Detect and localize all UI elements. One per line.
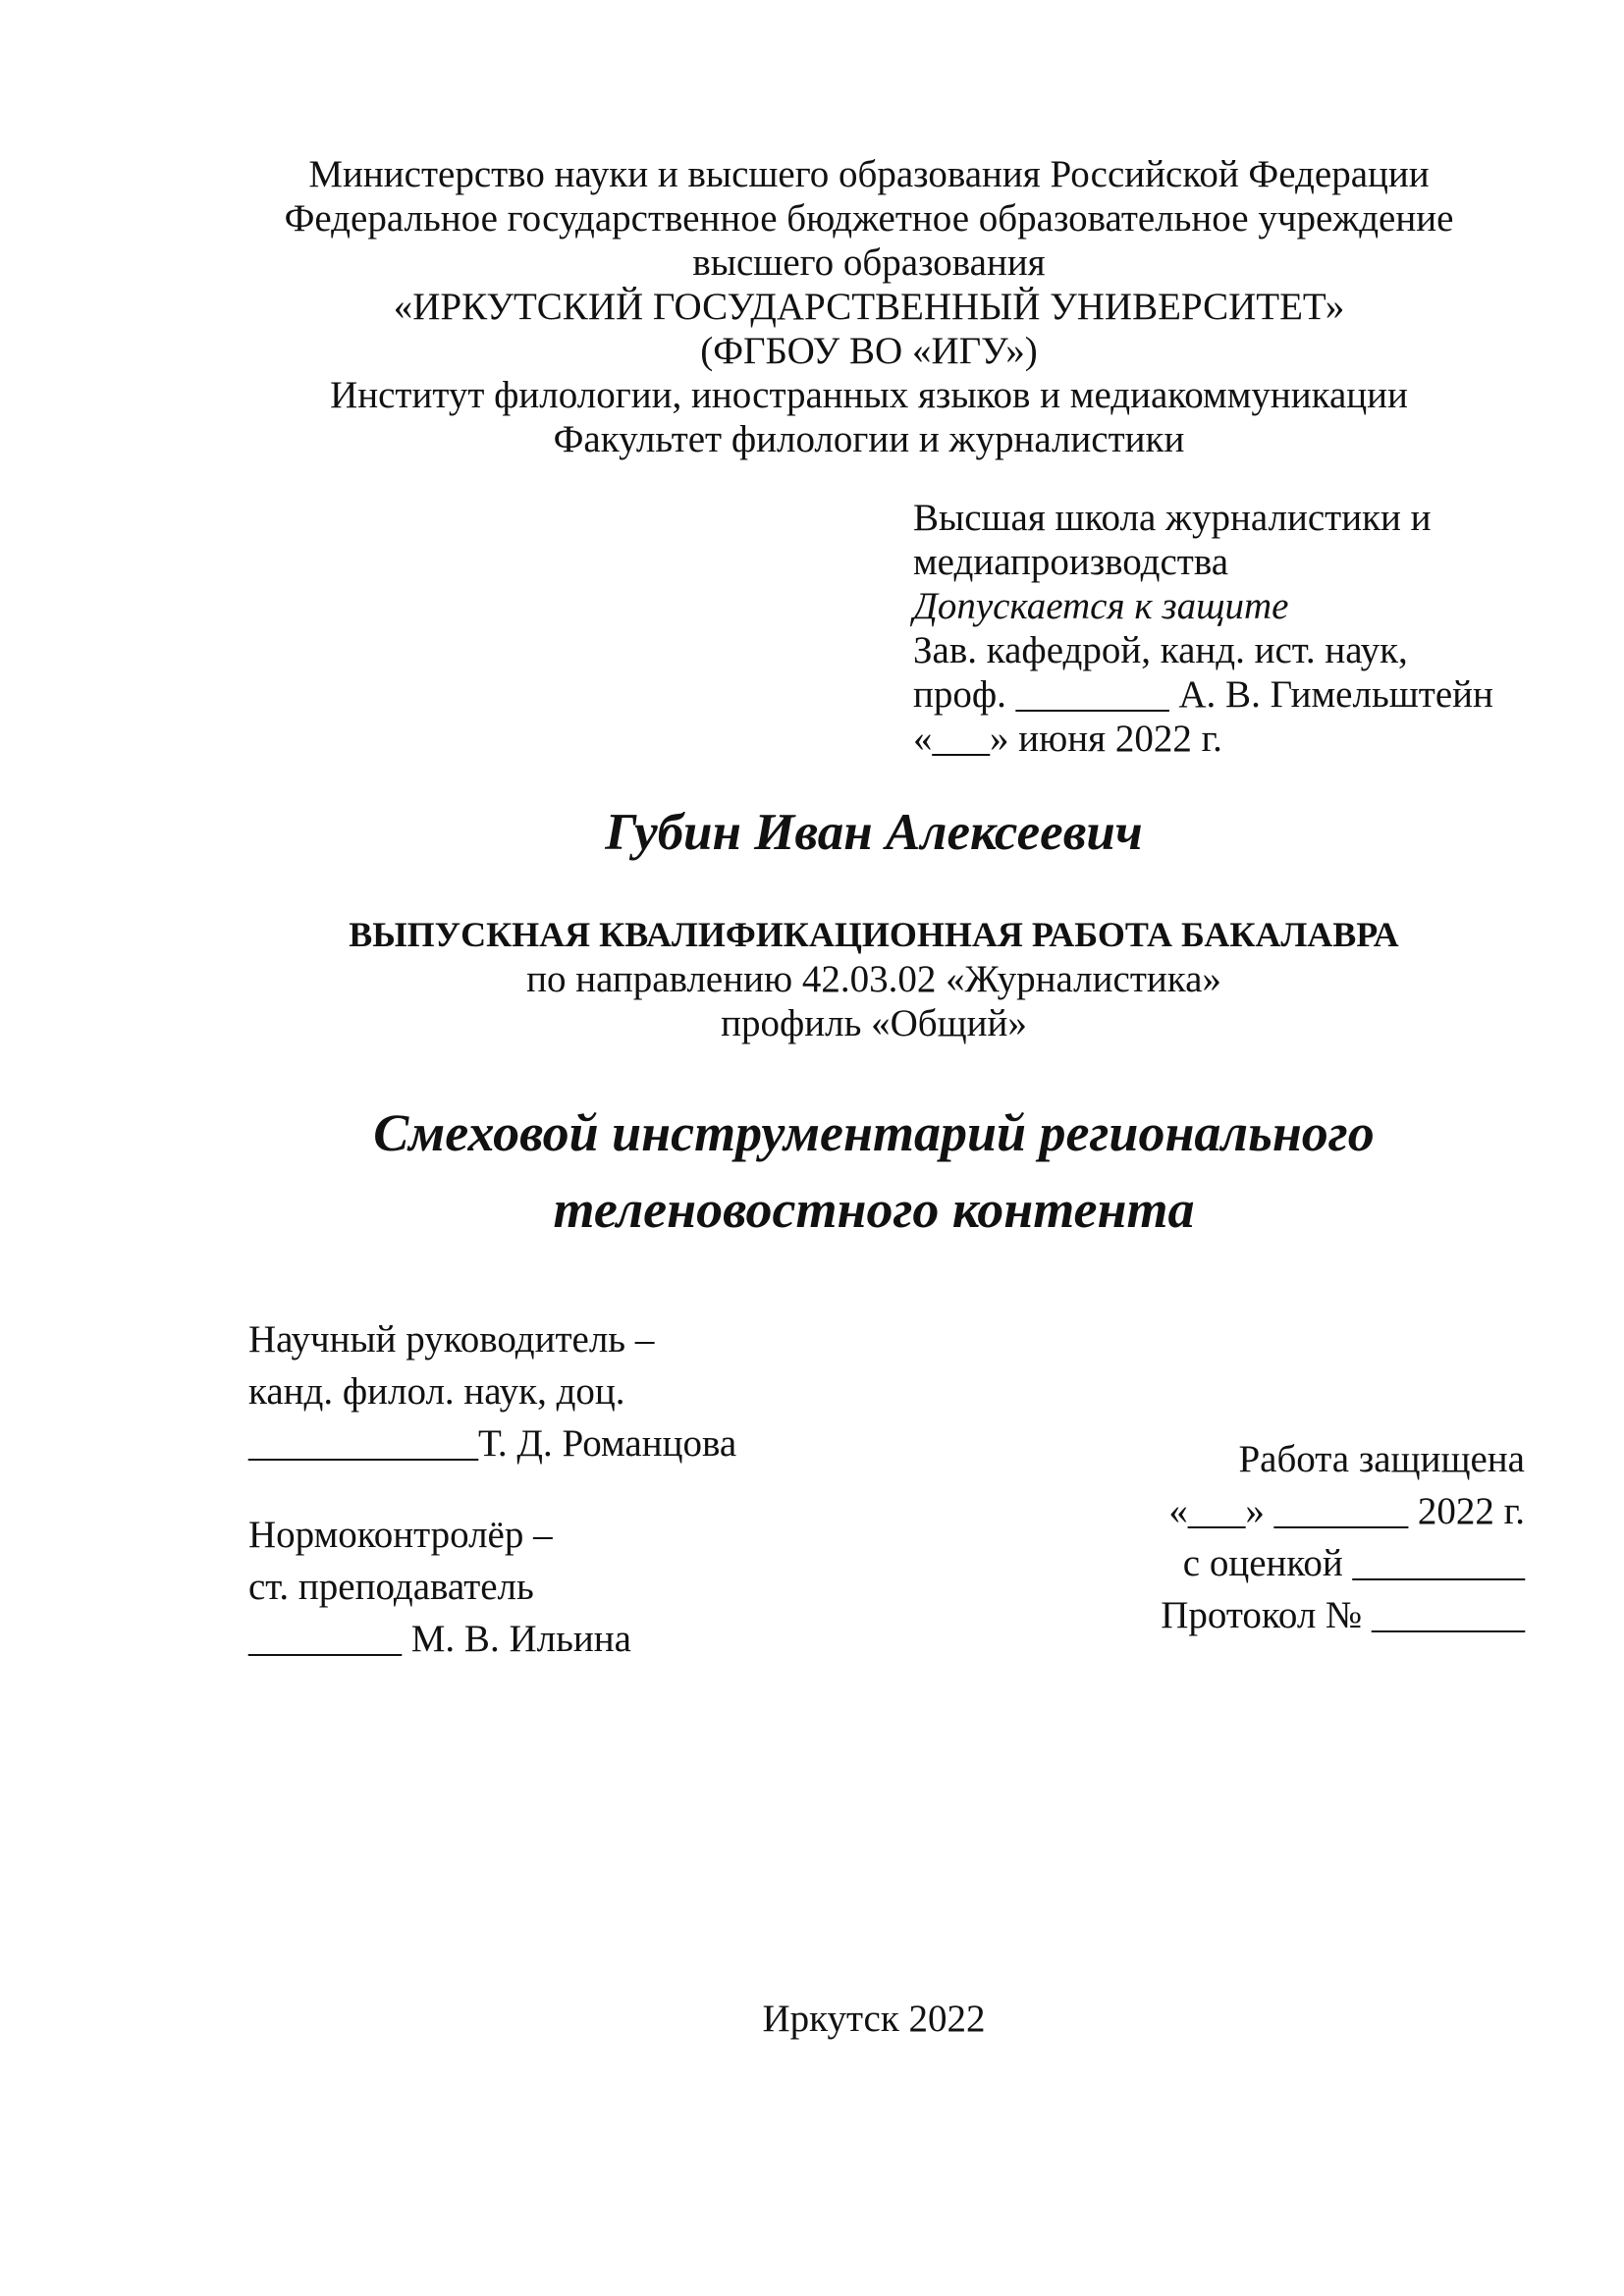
normocontroller-title: Нормоконтролёр – — [248, 1514, 553, 1556]
defense-grade: с оценкой _________ — [1182, 1542, 1525, 1584]
defense-block — [1080, 1433, 1525, 1641]
study-direction: по направлению 42.03.02 «Журналистика» — [526, 958, 1221, 1000]
thesis-topic — [0, 1095, 1624, 1248]
education-level-line: высшего образования — [692, 241, 1046, 284]
school-line-1: Высшая школа журналистики и — [913, 497, 1432, 539]
supervisor-title: Научный руководитель – — [248, 1318, 655, 1361]
city-year: Иркутск 2022 — [762, 1998, 986, 2040]
institute-line: Институт филологии, иностранных языков и медиакоммуникации — [330, 374, 1408, 416]
work-description — [0, 913, 1624, 1045]
institution-header — [157, 152, 1581, 461]
normocontroller-block — [248, 1509, 838, 1665]
topic-line-2: теленовостного контента — [553, 1180, 1195, 1239]
normocontroller-signature: ________ М. В. Ильина — [248, 1618, 631, 1660]
supervisor-degree: канд. филол. наук, доц. — [248, 1370, 625, 1413]
approval-date: «___» июня 2022 г. — [913, 718, 1222, 760]
supervisor-block — [248, 1313, 838, 1469]
department-head-line: Зав. кафедрой, канд. ист. наук, — [913, 629, 1408, 671]
supervisor-signature: ____________Т. Д. Романцова — [248, 1422, 737, 1465]
normocontroller-position: ст. преподаватель — [248, 1566, 534, 1608]
topic-line-1: Смеховой инструментарий регионального — [373, 1103, 1375, 1162]
department-head-signature: проф. ________ А. В. Гимельштейн — [913, 673, 1493, 716]
work-type-title: ВЫПУСКНАЯ КВАЛИФИКАЦИОННАЯ РАБОТА БАКАЛАВРА — [349, 915, 1399, 954]
school-line-2: медиапроизводства — [913, 541, 1229, 583]
university-abbr-line: (ФГБОУ ВО «ИГУ») — [700, 330, 1038, 372]
ministry-line: Министерство науки и высшего образования Российской Федерации — [308, 153, 1430, 195]
defense-date: «___» _______ 2022 г. — [1168, 1490, 1525, 1532]
institution-type-line: Федеральное государственное бюджетное образовательное учреждение — [284, 197, 1454, 240]
defense-status: Работа защищена — [1238, 1438, 1525, 1480]
approval-block — [913, 496, 1561, 761]
defense-protocol: Протокол № ________ — [1161, 1594, 1525, 1636]
university-name-line: «ИРКУТСКИЙ ГОСУДАРСТВЕННЫЙ УНИВЕРСИТЕТ» — [393, 286, 1345, 328]
author-name: Губин Иван Алексеевич — [605, 804, 1143, 861]
faculty-line: Факультет филологии и журналистики — [553, 418, 1185, 460]
study-profile: профиль «Общий» — [721, 1002, 1027, 1044]
admitted-to-defense: Допускается к защите — [913, 585, 1289, 627]
